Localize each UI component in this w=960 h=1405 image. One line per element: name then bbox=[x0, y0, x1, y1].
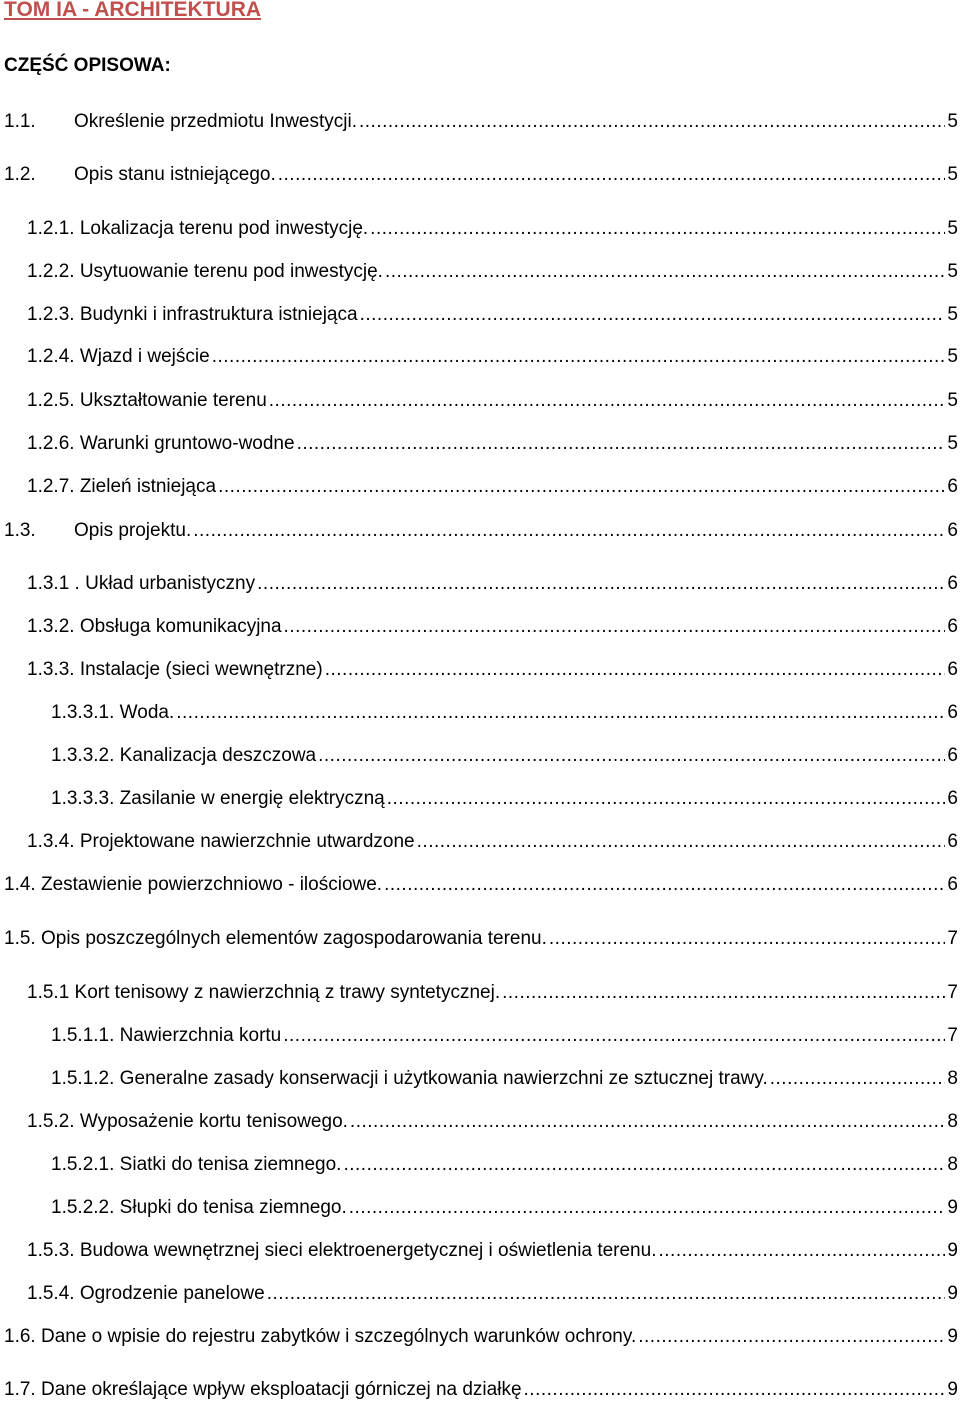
toc-dot-leader bbox=[276, 163, 946, 187]
toc-entry-page-number: 9 bbox=[947, 1379, 958, 1400]
toc-dot-leader bbox=[348, 1110, 946, 1134]
toc-entry-title: Obsługa komunikacyjna bbox=[79, 616, 282, 637]
toc-dot-leader bbox=[656, 1239, 945, 1263]
toc-entry-page-number: 6 bbox=[947, 702, 958, 723]
toc-entry-title: Wyposażenie kortu tenisowego. bbox=[79, 1111, 348, 1132]
toc-entry-page-number: 8 bbox=[947, 1111, 958, 1132]
toc-entry-number: 1.3.4. bbox=[27, 831, 75, 852]
toc-entry-page-number: 6 bbox=[947, 573, 958, 594]
toc-entry-title: Woda. bbox=[119, 702, 175, 723]
toc-dot-leader bbox=[358, 303, 946, 327]
toc-entry-title: Opis projektu. bbox=[74, 520, 192, 541]
toc-entry-page-number: 6 bbox=[947, 659, 958, 680]
toc-entry[interactable] bbox=[51, 1067, 958, 1091]
toc-entry[interactable] bbox=[4, 873, 958, 897]
toc-entry-number: 1.5.1.1. bbox=[51, 1025, 115, 1046]
toc-entry-page-number: 5 bbox=[947, 164, 958, 185]
toc-dot-leader bbox=[267, 389, 946, 413]
toc-dot-leader bbox=[255, 572, 945, 596]
toc-entry-page-number: 5 bbox=[947, 433, 958, 454]
toc-entry[interactable] bbox=[27, 830, 958, 854]
toc-entry-page-number: 6 bbox=[947, 476, 958, 497]
toc-entry[interactable] bbox=[27, 345, 958, 369]
toc-entry[interactable] bbox=[4, 163, 958, 187]
toc-entry-title: Zestawienie powierzchniowo - ilościowe. bbox=[40, 874, 383, 895]
toc-entry[interactable] bbox=[51, 701, 958, 725]
toc-entry-page-number: 7 bbox=[947, 982, 958, 1003]
toc-entry-title: Opis poszczególnych elementów zagospodarowania terenu. bbox=[40, 928, 547, 949]
toc-dot-leader bbox=[347, 1196, 946, 1220]
toc-entry[interactable] bbox=[27, 303, 958, 327]
toc-entry-number: 1.5.1 bbox=[27, 982, 70, 1003]
toc-entry-title: Ogrodzenie panelowe bbox=[79, 1283, 265, 1304]
toc-dot-leader bbox=[547, 927, 946, 951]
toc-dot-leader bbox=[282, 615, 946, 639]
toc-entry-number: 1.3. bbox=[4, 520, 36, 541]
toc-entry-number: 1.2.4. bbox=[27, 346, 75, 367]
toc-dot-leader bbox=[281, 1024, 945, 1048]
toc-entry-page-number: 5 bbox=[947, 111, 958, 132]
toc-entry[interactable] bbox=[4, 1325, 958, 1349]
toc-dot-leader bbox=[216, 475, 945, 499]
toc-entry[interactable] bbox=[27, 572, 958, 596]
toc-dot-leader bbox=[415, 830, 946, 854]
toc-entry-page-number: 8 bbox=[947, 1068, 958, 1089]
toc-entry-title: Warunki gruntowo-wodne bbox=[79, 433, 295, 454]
toc-entry-page-number: 6 bbox=[947, 874, 958, 895]
toc-entry[interactable] bbox=[27, 615, 958, 639]
toc-entry[interactable] bbox=[4, 1378, 958, 1402]
document-title: TOM IA - ARCHITEKTURA bbox=[4, 0, 262, 21]
toc-entry-number: 1.3.3. bbox=[27, 659, 75, 680]
toc-entry[interactable] bbox=[27, 432, 958, 456]
toc-entry-number: 1.2. bbox=[4, 164, 36, 185]
toc-entry-number: 1.5.2. bbox=[27, 1111, 75, 1132]
toc-entry-number: 1.5. bbox=[4, 928, 36, 949]
toc-dot-leader bbox=[768, 1067, 946, 1091]
toc-entry-page-number: 5 bbox=[947, 304, 958, 325]
toc-dot-leader bbox=[382, 873, 945, 897]
toc-entry[interactable] bbox=[51, 1024, 958, 1048]
toc-entry-number: 1.1. bbox=[4, 111, 36, 132]
toc-dot-leader bbox=[341, 1153, 945, 1177]
toc-entry-page-number: 6 bbox=[947, 831, 958, 852]
toc-entry-title: Budynki i infrastruktura istniejąca bbox=[79, 304, 358, 325]
toc-entry-page-number: 5 bbox=[947, 218, 958, 239]
toc-entry[interactable] bbox=[4, 110, 958, 134]
toc-entry-number: 1.6. bbox=[4, 1326, 36, 1347]
toc-entry-page-number: 9 bbox=[947, 1197, 958, 1218]
toc-entry[interactable] bbox=[27, 658, 958, 682]
toc-entry-number: 1.2.3. bbox=[27, 304, 75, 325]
document-subtitle: CZĘŚĆ OPISOWA: bbox=[4, 55, 171, 76]
toc-entry[interactable] bbox=[27, 1110, 958, 1134]
toc-entry-title: Określenie przedmiotu Inwestycji. bbox=[74, 111, 357, 132]
toc-entry-number: 1.2.1. bbox=[27, 218, 75, 239]
toc-entry-page-number: 9 bbox=[947, 1326, 958, 1347]
toc-entry-number: 1.3.3.1. bbox=[51, 702, 115, 723]
toc-entry-number: 1.5.2.1. bbox=[51, 1154, 115, 1175]
toc-entry-page-number: 6 bbox=[947, 520, 958, 541]
toc-entry[interactable] bbox=[4, 927, 958, 951]
toc-entry-title: Budowa wewnętrznej sieci elektroenergetycznej i oświetlenia terenu. bbox=[79, 1240, 657, 1261]
toc-entry-title: Usytuowanie terenu pod inwestycję. bbox=[79, 261, 383, 282]
toc-entry-page-number: 6 bbox=[947, 745, 958, 766]
toc-entry[interactable] bbox=[27, 1239, 958, 1263]
toc-entry-title: Dane określające wpływ eksploatacji górniczej na działkę bbox=[40, 1379, 522, 1400]
toc-entry-title: Kort tenisowy z nawierzchnią z trawy syntetycznej. bbox=[74, 982, 501, 1003]
toc-dot-leader bbox=[383, 260, 945, 284]
toc-entry-page-number: 7 bbox=[947, 928, 958, 949]
toc-entry-number: 1.2.7. bbox=[27, 476, 75, 497]
toc-dot-leader bbox=[385, 787, 946, 811]
toc-entry-page-number: 5 bbox=[947, 390, 958, 411]
toc-dot-leader bbox=[210, 345, 946, 369]
toc-dot-leader bbox=[191, 519, 945, 543]
toc-entry-page-number: 6 bbox=[947, 616, 958, 637]
toc-entry[interactable] bbox=[27, 981, 958, 1005]
toc-entry-page-number: 5 bbox=[947, 346, 958, 367]
toc-entry-number: 1.3.3.2. bbox=[51, 745, 115, 766]
toc-entry-title: Generalne zasady konserwacji i użytkowania nawierzchni ze sztucznej trawy. bbox=[119, 1068, 768, 1089]
toc-entry[interactable] bbox=[51, 787, 958, 811]
toc-entry-title: Dane o wpisie do rejestru zabytków i szczególnych warunków ochrony. bbox=[40, 1326, 637, 1347]
toc-entry[interactable] bbox=[51, 1153, 958, 1177]
toc-entry-title: Wjazd i wejście bbox=[79, 346, 210, 367]
toc-entry-number: 1.5.3. bbox=[27, 1240, 75, 1261]
toc-entry-page-number: 8 bbox=[947, 1154, 958, 1175]
toc-dot-leader bbox=[522, 1378, 946, 1402]
toc-entry-number: 1.5.2.2. bbox=[51, 1197, 115, 1218]
toc-entry[interactable] bbox=[27, 217, 958, 241]
toc-entry-title: Zasilanie w energię elektryczną bbox=[119, 788, 385, 809]
toc-entry-number: 1.2.6. bbox=[27, 433, 75, 454]
toc-dot-leader bbox=[316, 744, 945, 768]
toc-entry-title: Kanalizacja deszczowa bbox=[119, 745, 317, 766]
toc-entry-number: 1.4. bbox=[4, 874, 36, 895]
toc-entry-title: Instalacje (sieci wewnętrzne) bbox=[79, 659, 323, 680]
toc-entry-title: Nawierzchnia kortu bbox=[119, 1025, 282, 1046]
toc-entry-title: Układ urbanistyczny bbox=[85, 573, 256, 594]
toc-dot-leader bbox=[636, 1325, 945, 1349]
toc-entry-number: 1.3.1 . bbox=[27, 573, 80, 594]
toc-entry-number: 1.5.4. bbox=[27, 1283, 75, 1304]
toc-dot-leader bbox=[357, 110, 945, 134]
toc-entry-number: 1.2.5. bbox=[27, 390, 75, 411]
toc-entry-title: Projektowane nawierzchnie utwardzone bbox=[79, 831, 415, 852]
toc-entry-number: 1.3.2. bbox=[27, 616, 75, 637]
toc-entry-page-number: 5 bbox=[947, 261, 958, 282]
toc-entry[interactable] bbox=[27, 1282, 958, 1306]
toc-entry-page-number: 7 bbox=[947, 1025, 958, 1046]
toc-entry-title: Zieleń istniejąca bbox=[79, 476, 217, 497]
toc-entry-title: Ukształtowanie terenu bbox=[79, 390, 267, 411]
toc-entry[interactable] bbox=[51, 1196, 958, 1220]
toc-entry[interactable] bbox=[27, 475, 958, 499]
toc-entry[interactable] bbox=[27, 260, 958, 284]
toc-entry[interactable] bbox=[27, 389, 958, 413]
toc-dot-leader bbox=[265, 1282, 946, 1306]
toc-dot-leader bbox=[174, 701, 945, 725]
toc-dot-leader bbox=[368, 217, 945, 241]
toc-entry-number: 1.3.3.3. bbox=[51, 788, 115, 809]
toc-entry-title: Opis stanu istniejącego. bbox=[74, 164, 276, 185]
toc-entry-number: 1.2.2. bbox=[27, 261, 75, 282]
toc-entry-title: Lokalizacja terenu pod inwestycję. bbox=[79, 218, 369, 239]
toc-entry-number: 1.5.1.2. bbox=[51, 1068, 115, 1089]
toc-dot-leader bbox=[323, 658, 946, 682]
toc-entry-page-number: 6 bbox=[947, 788, 958, 809]
toc-entry-number: 1.7. bbox=[4, 1379, 36, 1400]
toc-entry-title: Słupki do tenisa ziemnego. bbox=[119, 1197, 347, 1218]
toc-entry[interactable] bbox=[4, 519, 958, 543]
toc-entry[interactable] bbox=[51, 744, 958, 768]
toc-dot-leader bbox=[500, 981, 945, 1005]
toc-entry-title: Siatki do tenisa ziemnego. bbox=[119, 1154, 342, 1175]
toc-entry-page-number: 9 bbox=[947, 1283, 958, 1304]
toc-entry-page-number: 9 bbox=[947, 1240, 958, 1261]
toc-dot-leader bbox=[295, 432, 946, 456]
